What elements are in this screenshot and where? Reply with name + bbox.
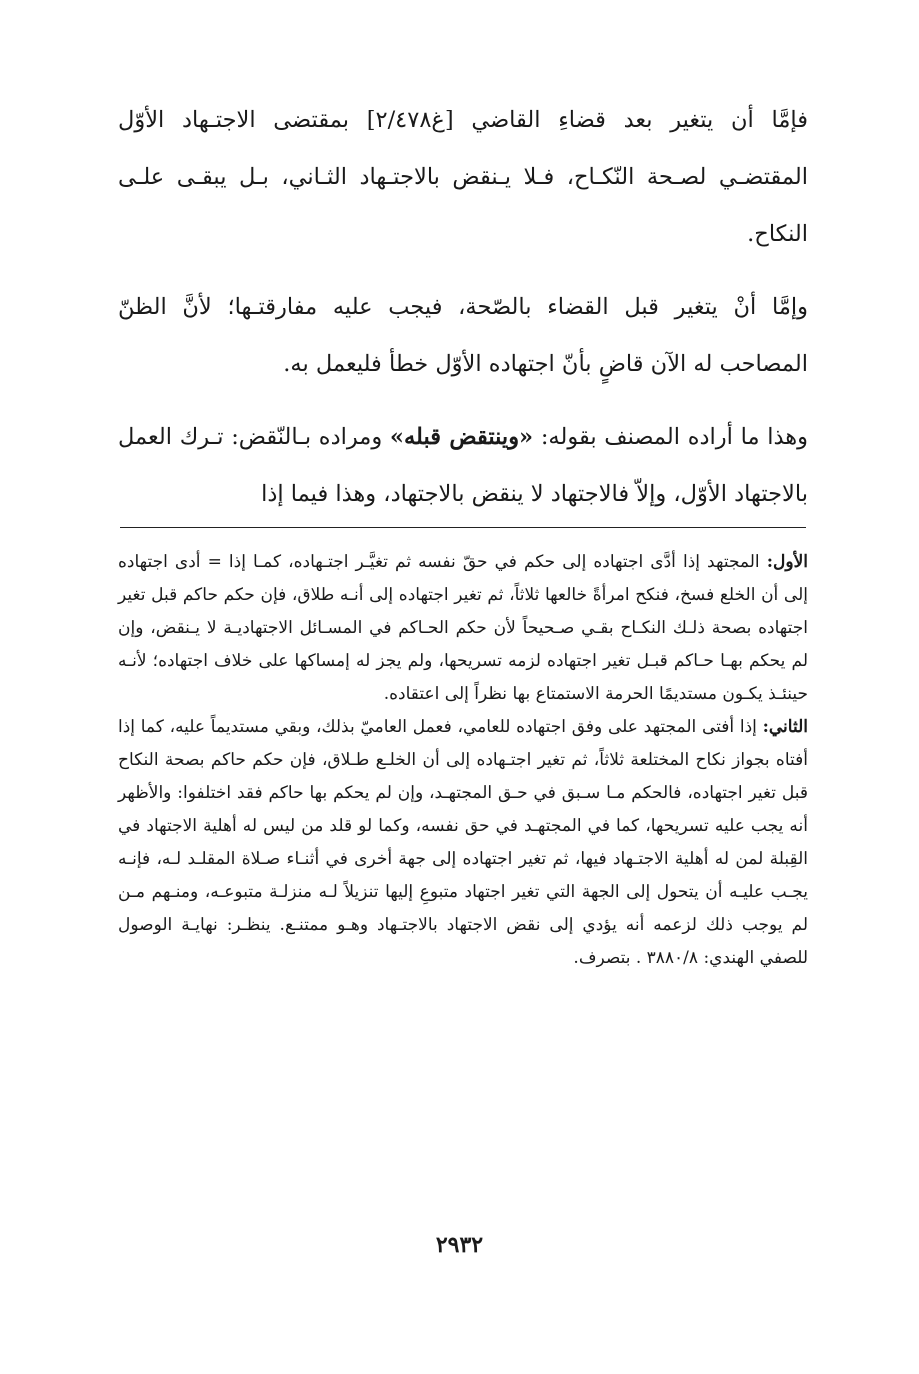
paragraph-1-start: فإمَّا أن يتغير بعد قضاءِ القاضي xyxy=(453,107,808,133)
main-body-text xyxy=(118,92,808,539)
manuscript-reference: [غ٢/٤٧٨] xyxy=(366,107,454,133)
footnote-second xyxy=(118,711,808,975)
footnote-second-label: الثاني: xyxy=(762,717,808,737)
footnote-first-text: المجتهد إذا أدَّى اجتهاده إلى حكم في حقّ نفسه ثم تغيَّـر اجتـهاده، كمـا إذا = أدى اجتهاده إلى أن الخلع فسخ، فنكح امرأةً خالعها ثلاثاً، ثم تغير اجتهاده إلى أنـه طلاق، فإن حكم حاكم قبل تغير اجتهاده بصحة ذلـك النكـاح بقـي صـحيحاً لأن حكم الحـاكم في المسـائل الاجتهاديـة لا يـنقض، وإن لم يحكم بهـا حـاكم قبـل تغير اجتهاده لزمه تسريحها، ولم يجز له إمساكها على خلاف اجتهاده؛ لأنـه حينئـذ يكـون مستديمًا الحرمة الاستمتاع بها نظراً إلى اعتقاده. xyxy=(118,552,808,704)
footnotes-section xyxy=(118,546,808,975)
footnote-second-text: إذا أفتى المجتهد على وفق اجتهاده للعامي، فعمل العاميّ بذلك، وبقي مستديماً عليه، كما إذا أفتاه بجواز نكاح المختلعة ثلاثاً، ثم تغير اجتـهاده إلى أن الخلـع طـلاق، فإن حكم حاكم بصحة النكاح قبل تغير اجتهاده، فالحكم مـا سـبق في حـق المجتهـد، وإن لم يحكم بها حاكم فقد اختلفوا: والأظهر أنه يجب عليه تسريحها، كما في المجتهـد في حق نفسه، وكما لو قلد من ليس له أهلية الاجتهاد في القِبلة لمن له أهلية الاجتـهاد فيها، ثم تغير اجتهاده إلى جهة أخرى في أثنـاء صـلاة المقلـد لـه، فإنـه يجـب عليـه أن يتحول إلى الجهة التي تغير اجتهاد متبوعِ إليها تنزيلاً لـه منزلـة متبوعـه، ومنـهم مـن لم يوجب ذلك لزعمه أنه يؤدي إلى نقض الاجتهاد بالاجتـهاد وهـو ممتنـع. ينظـر: نهايـة الوصول للصفي الهندي: ٣٨٨٠/٨ . بتصرف. xyxy=(118,717,808,968)
footnote-separator xyxy=(120,527,806,528)
quoted-matn: «وينتقض قبله» xyxy=(389,424,534,450)
page-number: ٢٩٣٢ xyxy=(435,1232,484,1258)
paragraph-3 xyxy=(118,409,808,523)
paragraph-1-end: بمقتضى الاجتـهاد الأوّل المقتضـي لصـحة النّكـاح، فـلا يـنقض بالاجتـهاد الثـاني، بـل يبقـى علـى النكاح. xyxy=(118,107,808,247)
paragraph-3-start: وهذا ما أراده المصنف بقوله: xyxy=(533,424,808,450)
footnote-first xyxy=(118,546,808,711)
paragraph-1 xyxy=(118,92,808,263)
paragraph-2: وإمَّا أنْ يتغير قبل القضاء بالصّحة، فيجب عليه مفارقتـها؛ لأنَّ الظنّ المصاحب له الآن قاضٍ بأنّ اجتهاده الأوّل خطأ فليعمل به. xyxy=(118,294,808,377)
paragraph-3-end: ومراده بـالنّقض: تـرك العمل بالاجتهاد الأوّل، وإلاّ فالاجتهاد لا ينقض بالاجتهاد، وهذا فيما إذا xyxy=(118,424,808,507)
footnote-first-label: الأول: xyxy=(766,552,808,572)
